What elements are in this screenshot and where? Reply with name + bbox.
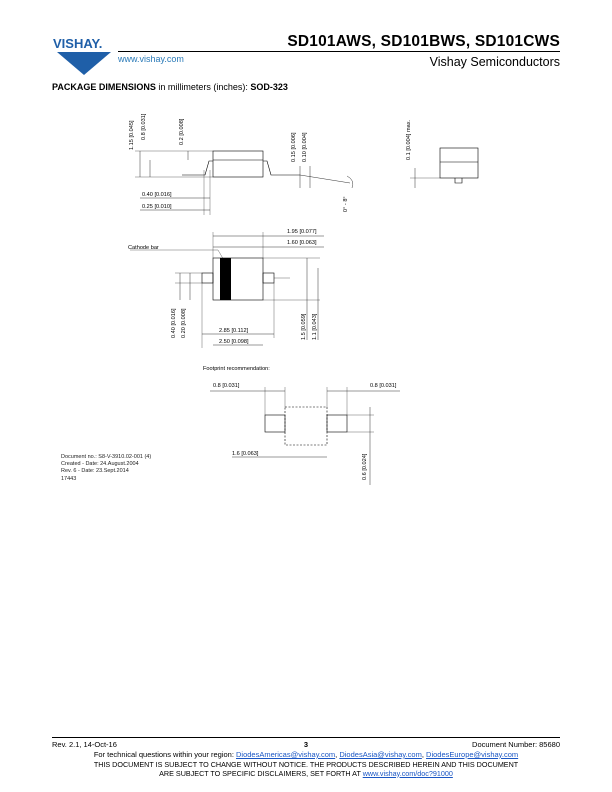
cathode-bar-label: Cathode bar <box>128 245 159 251</box>
end-view <box>410 148 478 188</box>
dim-label: 2.50 [0.098] <box>219 339 249 345</box>
dim-label: 0.20 [0.008] <box>181 308 187 338</box>
revision: Rev. 2.1, 14-Oct-16 <box>52 740 117 749</box>
dim-label: 0.8 [0.031] <box>370 383 397 389</box>
disclaimer-prefix: ARE SUBJECT TO SPECIFIC DISCLAIMERS, SET FORTH AT <box>159 768 363 778</box>
disclaimer-line-2 <box>52 770 560 779</box>
vishay-url-link[interactable]: www.vishay.com <box>118 54 184 64</box>
separator: , <box>421 750 427 759</box>
dim-label: 1.60 [0.063] <box>287 240 317 246</box>
separator: , <box>335 750 340 759</box>
page-number: 3 <box>303 740 309 749</box>
page-title: SD101AWS, SD101BWS, SD101CWS <box>287 33 560 50</box>
dim-label: 1.6 [0.063] <box>232 451 259 457</box>
disclaimer-link[interactable]: www.vishay.com/doc?91000 <box>362 768 453 778</box>
doc-id-line: 17443 <box>61 475 77 482</box>
package-name: SOD-323 <box>250 82 288 92</box>
dim-label: 0.40 [0.016] <box>171 308 177 338</box>
email-asia-link[interactable]: DiodesAsia@vishay.com <box>339 750 422 759</box>
dim-label: 1.1 [0.043] <box>312 313 318 340</box>
dim-label: 1.5 [0.059] <box>301 313 307 340</box>
dim-label: 0° - 8° <box>343 196 349 212</box>
document-info <box>61 454 151 483</box>
disclaimer-line-1: THIS DOCUMENT IS SUBJECT TO CHANGE WITHOUT NOTICE. THE PRODUCTS DESCRIBED HEREIN AND THIS DOCUMENT <box>93 760 519 769</box>
dim-label: 0.10 [0.004] <box>302 132 308 162</box>
section-label: PACKAGE DIMENSIONS <box>52 82 156 92</box>
logo-text: VISHAY. <box>53 36 103 51</box>
dim-label: 2.85 [0.112] <box>219 328 249 334</box>
dim-label: 0.25 [0.010] <box>142 204 172 210</box>
footprint-title: Footprint recommendation: <box>203 366 270 372</box>
dim-label: 0.2 [0.008] <box>179 118 185 145</box>
dim-label: 1.95 [0.077] <box>287 229 317 235</box>
footprint-drawing <box>210 387 400 485</box>
doc-number-line: Document no.: S8-V-3910.02-001 (4) <box>61 454 152 460</box>
support-prefix: For technical questions within your region: <box>93 750 236 759</box>
page-subtitle: Vishay Semiconductors <box>429 55 560 69</box>
dim-label: 0.8 [0.031] <box>141 113 147 140</box>
section-units: in millimeters (inches): <box>155 82 251 92</box>
support-line <box>52 750 560 759</box>
doc-created-line: Created - Date: 24.August.2004 <box>61 461 139 468</box>
email-europe-link[interactable]: DiodesEurope@vishay.com <box>426 750 519 759</box>
dim-label: 0.1 [0.004] max. <box>406 119 412 160</box>
doc-rev-line: Rev. 6 - Date: 23.Sept.2014 <box>61 468 129 475</box>
dim-label: 1.15 [0.045] <box>129 120 135 150</box>
dim-label: 0.8 [0.031] <box>213 383 240 389</box>
document-number: Document Number: 85680 <box>472 740 560 749</box>
email-americas-link[interactable]: DiodesAmericas@vishay.com <box>236 750 336 759</box>
dim-label: 0.15 [0.006] <box>291 132 297 162</box>
footer-rule <box>52 737 560 738</box>
dim-label: 0.40 [0.016] <box>142 192 172 198</box>
disclaimer <box>52 761 560 778</box>
dim-label: 0.6 [0.024] <box>362 453 368 480</box>
